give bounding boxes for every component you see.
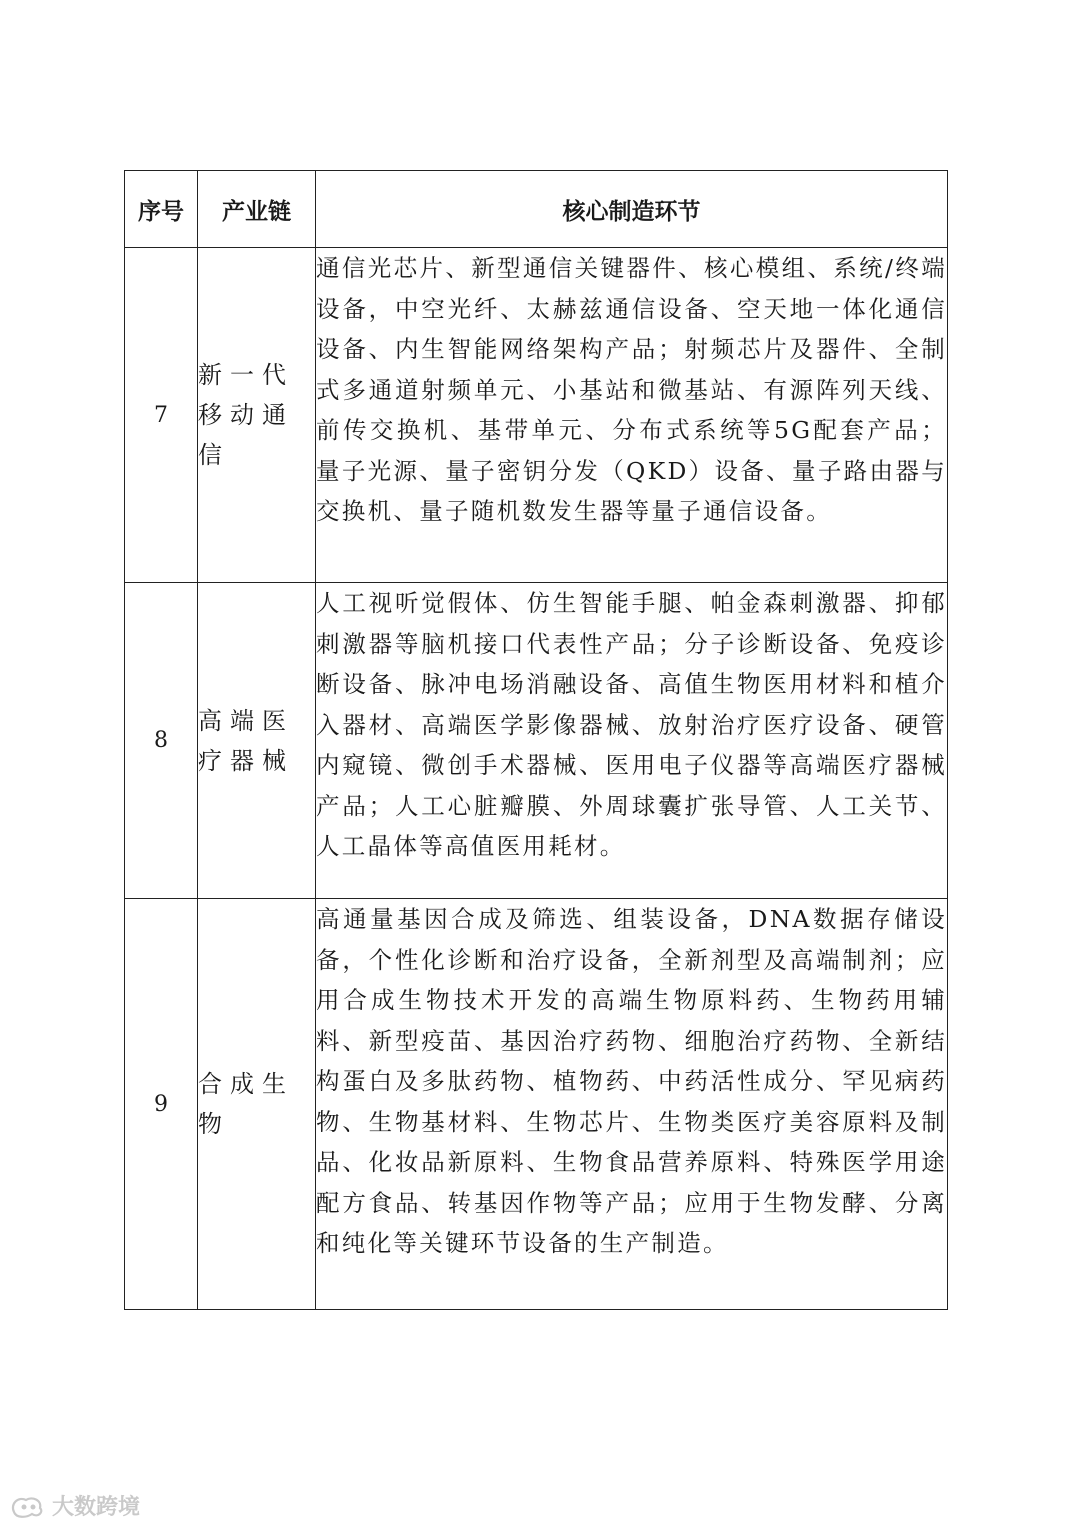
dashuju-logo-icon bbox=[8, 1492, 48, 1520]
row-num: 9 bbox=[125, 899, 198, 1310]
row-num: 8 bbox=[125, 583, 198, 899]
industry-chain-table bbox=[124, 170, 948, 1310]
row-chain: 合成生物 bbox=[198, 899, 316, 1310]
row-chain: 高端医疗器械 bbox=[198, 583, 316, 899]
watermark bbox=[8, 1490, 140, 1521]
row-core: 通信光芯片、新型通信关键器件、核心模组、系统/终端设备，中空光纤、太赫兹通信设备、空天地一体化通信设备、内生智能网络架构产品；射频芯片及器件、全制式多通道射频单元、小基站和微基站、有源阵列天线、前传交换机、基带单元、分布式系统等5G配套产品；量子光源、量子密钥分发（QKD）设备、量子路由器与交换机、量子随机数发生器等量子通信设备。 bbox=[316, 248, 948, 583]
watermark-text: 大数跨境 bbox=[52, 1495, 141, 1520]
header-num: 序号 bbox=[125, 171, 198, 248]
table-row bbox=[125, 899, 948, 1310]
row-core: 高通量基因合成及筛选、组装设备，DNA数据存储设备，个性化诊断和治疗设备，全新剂型及高端制剂；应用合成生物技术开发的高端生物原料药、生物药用辅料、新型疫苗、基因治疗药物、细胞治疗药物、全新结构蛋白及多肽药物、植物药、中药活性成分、罕见病药物、生物基材料、生物芯片、生物类医疗美容原料及制品、化妆品新原料、生物食品营养原料、特殊医学用途配方食品、转基因作物等产品；应用于生物发酵、分离和纯化等关键环节设备的生产制造。 bbox=[316, 899, 948, 1310]
header-chain: 产业链 bbox=[198, 171, 316, 248]
header-core: 核心制造环节 bbox=[316, 171, 948, 248]
row-chain: 新一代移动通信 bbox=[198, 248, 316, 583]
table-header-row bbox=[125, 171, 948, 248]
row-num: 7 bbox=[125, 248, 198, 583]
table-row bbox=[125, 583, 948, 899]
table-row bbox=[125, 248, 948, 583]
row-core: 人工视听觉假体、仿生智能手腿、帕金森刺激器、抑郁刺激器等脑机接口代表性产品；分子诊断设备、免疫诊断设备、脉冲电场消融设备、高值生物医用材料和植介入器材、高端医学影像器械、放射治疗医疗设备、硬管内窥镜、微创手术器械、医用电子仪器等高端医疗器械产品；人工心脏瓣膜、外周球囊扩张导管、人工关节、人工晶体等高值医用耗材。 bbox=[316, 583, 948, 899]
